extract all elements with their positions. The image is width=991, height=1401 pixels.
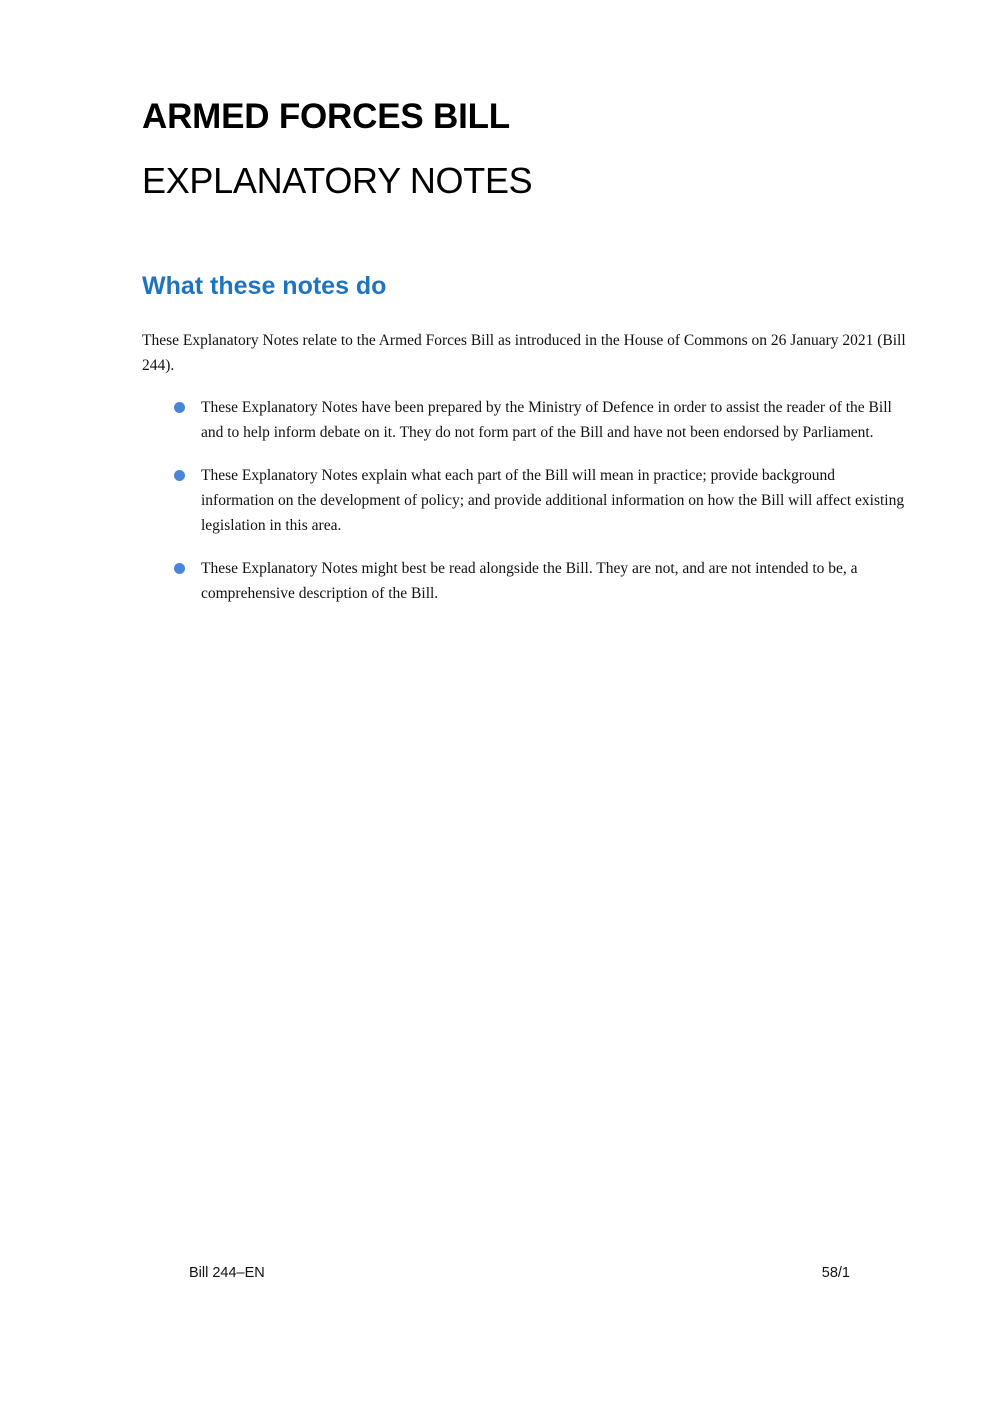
bullet-dot-icon: [174, 563, 185, 574]
footer-bill-reference: Bill 244–EN: [189, 1265, 265, 1281]
bullet-dot-icon: [174, 402, 185, 413]
list-item: [142, 395, 912, 445]
bullet-text: These Explanatory Notes explain what each part of the Bill will mean in practice; provide background information on the development of policy; and provide additional information on how the Bill will affect existing legislation in this area.: [201, 467, 905, 534]
list-item: [142, 463, 912, 538]
list-item: [142, 556, 912, 606]
bullet-text: These Explanatory Notes might best be read alongside the Bill. They are not, and are not intended to be, a comprehensive description of the Bill.: [201, 560, 858, 602]
bullet-list: [142, 395, 912, 624]
section-heading: What these notes do: [142, 272, 387, 300]
document-title: ARMED FORCES BILL: [142, 97, 510, 136]
footer-page-reference: 58/1: [821, 1265, 850, 1281]
bullet-dot-icon: [174, 470, 185, 481]
intro-paragraph: These Explanatory Notes relate to the Armed Forces Bill as introduced in the House of Commons on 26 January 2021 (Bill 244).: [142, 332, 906, 374]
document-subtitle: EXPLANATORY NOTES: [142, 160, 533, 201]
bullet-text: These Explanatory Notes have been prepared by the Ministry of Defence in order to assist the reader of the Bill and to help inform debate on it. They do not form part of the Bill and have not been endorsed by Parliament.: [201, 399, 892, 441]
